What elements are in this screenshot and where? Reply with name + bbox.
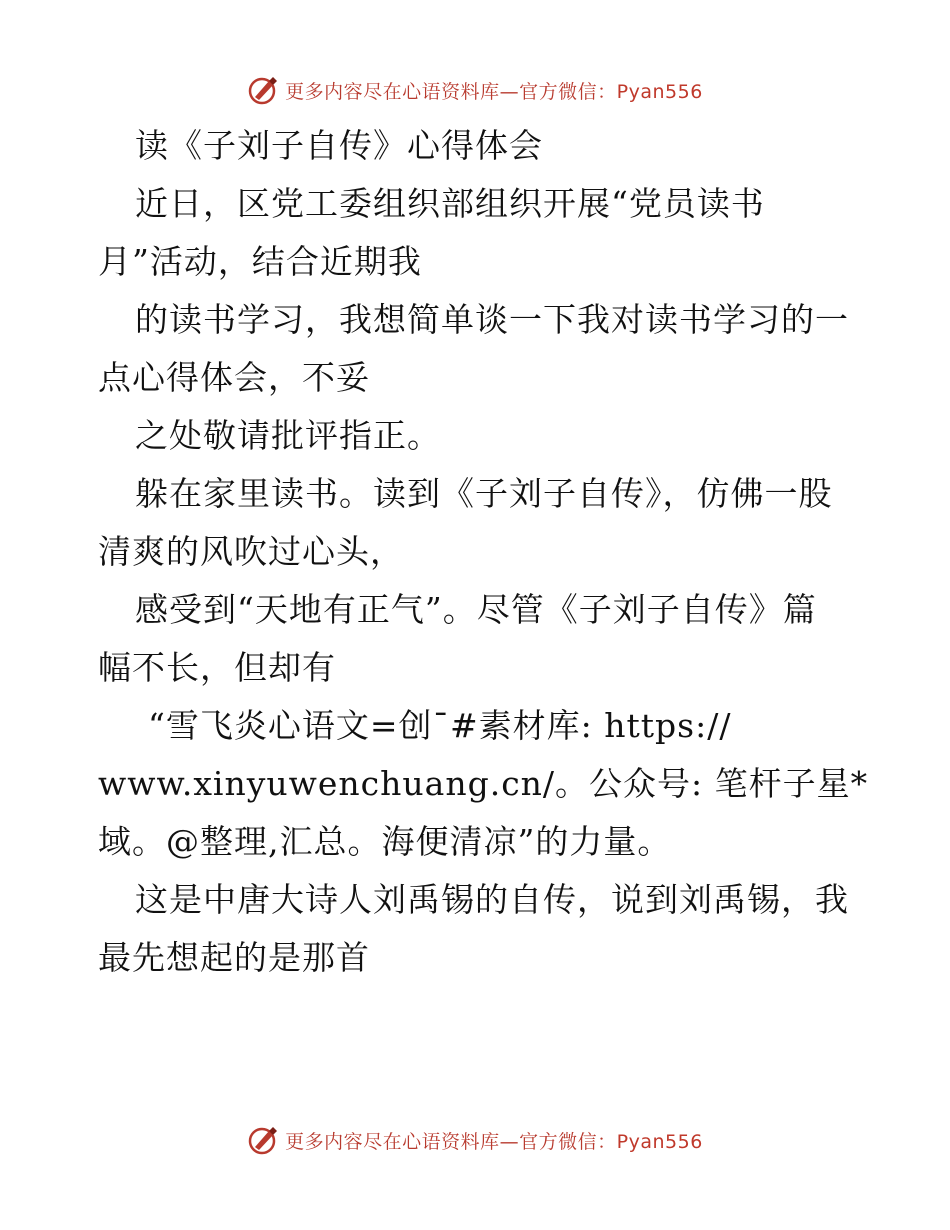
footer-banner-text — [285, 1127, 703, 1154]
paragraph-line: 感受到“天地有正气”。尽管《子刘子自传》篇 — [135, 590, 817, 629]
paragraph-line: 幅不长，但却有 — [98, 648, 336, 687]
footer-banner — [0, 1120, 950, 1160]
paragraph-line: 的读书学习，我想简单谈一下我对读书学习的一 — [135, 300, 849, 339]
paragraph-line: 月”活动，结合近期我 — [98, 242, 422, 281]
document-title: 读《子刘子自传》心得体会 — [135, 126, 543, 165]
footer-banner-content — [247, 1123, 703, 1157]
paragraph-line: 近日，区党工委组织部组织开展“党员读书 — [135, 184, 765, 223]
paragraph-line: 这是中唐大诗人刘禹锡的自传，说到刘禹锡，我 — [135, 880, 849, 919]
paragraph-line: 最先想起的是那首 — [98, 938, 370, 977]
paragraph-line: 域。@整理,汇总。海便清凉”的力量。 — [98, 822, 672, 861]
header-banner-content — [247, 73, 703, 107]
paragraph-line: 清爽的风吹过心头， — [98, 532, 404, 571]
header-banner-text — [285, 77, 703, 104]
paragraph-line: 之处敬请批评指正。 — [135, 416, 441, 455]
pen-logo-icon — [247, 1123, 281, 1157]
paragraph-line: 点心得体会，不妥 — [98, 358, 370, 397]
pen-logo-icon — [247, 73, 281, 107]
paragraph-line: www.xinyuwenchuang.cn/。公众号: 笔杆子星* — [98, 764, 869, 803]
header-banner — [0, 70, 950, 110]
paragraph-line: “雪飞炎心语文=创¯#素材库: https:// — [148, 706, 732, 745]
banner-wechat-handle: Pyan556 — [616, 1130, 703, 1153]
paragraph-line: 躲在家里读书。读到《子刘子自传》，仿佛一股 — [135, 474, 833, 513]
banner-message: 更多内容尽在心语资料库—官方微信： — [285, 80, 617, 103]
banner-wechat-handle: Pyan556 — [616, 80, 703, 103]
banner-message: 更多内容尽在心语资料库—官方微信： — [285, 1130, 617, 1153]
